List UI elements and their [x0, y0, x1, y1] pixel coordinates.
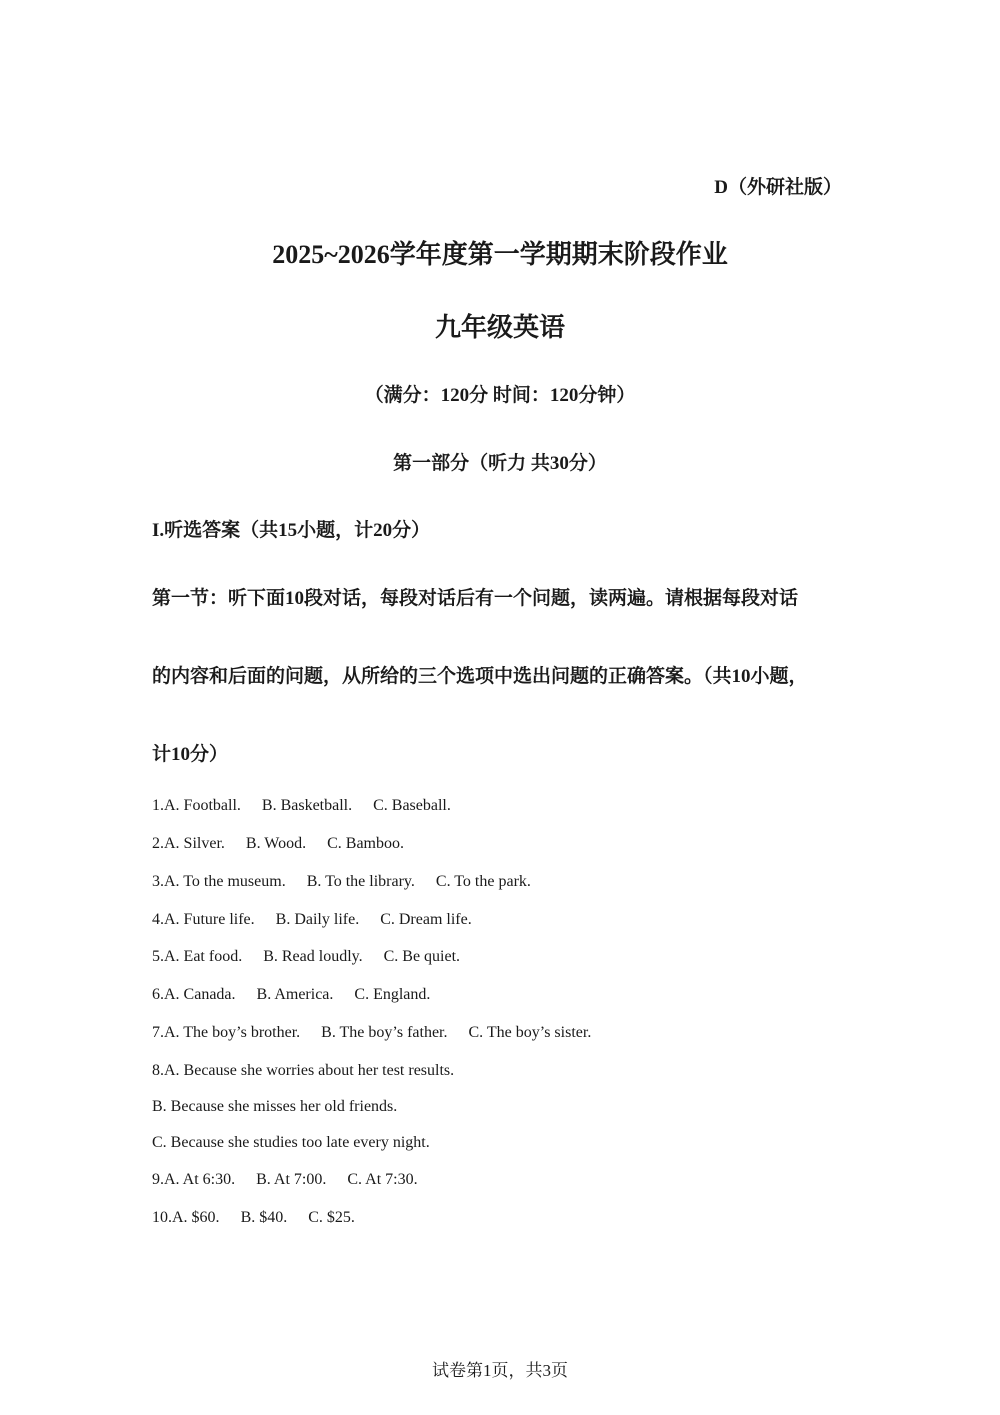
question-line: [152, 985, 430, 1005]
answer-option: C. At 7:30.: [347, 1171, 418, 1188]
answer-option: C. Be quiet.: [383, 948, 461, 965]
score-time-info: （满分：120分 时间：120分钟）: [364, 385, 636, 406]
answer-option: C. The boy’s sister.: [468, 1024, 592, 1041]
question-number: 5.: [152, 948, 164, 965]
question-number: 6.: [152, 986, 164, 1003]
question-number: 3.: [152, 873, 164, 890]
answer-option: C. Dream life.: [380, 911, 472, 928]
answer-option: A. To the museum.: [164, 873, 286, 890]
answer-option: C. To the park.: [435, 873, 531, 890]
answer-option: A. Silver.: [164, 835, 225, 852]
answer-option: C. Bamboo.: [327, 835, 404, 852]
answer-option: B. At 7:00.: [256, 1171, 327, 1188]
answer-option: B. Because she misses her old friends.: [152, 1098, 398, 1115]
question-number: 7.: [152, 1024, 164, 1041]
answer-option: B. Wood.: [245, 835, 307, 852]
question-number: 4.: [152, 911, 164, 928]
answer-option: A. $60.: [172, 1209, 220, 1226]
subject-title: 九年级英语: [434, 313, 565, 342]
question-line: [152, 1208, 355, 1228]
instruction-line: 的内容和后面的问题，从所给的三个选项中选出问题的正确答案。（共10小题，: [152, 666, 808, 687]
question-line: [152, 834, 404, 854]
page-footer: 试卷第1页，共3页: [432, 1361, 568, 1380]
answer-option: C. England.: [354, 986, 431, 1003]
question-line: [152, 1133, 430, 1153]
answer-option: B. Read loudly.: [263, 948, 363, 965]
part-one-heading: 第一部分（听力 共30分）: [393, 453, 607, 474]
answer-option: A. Because she worries about her test results.: [164, 1062, 455, 1079]
answer-option: C. Because she studies too late every night.: [152, 1134, 430, 1151]
answer-option: A. Canada.: [164, 986, 236, 1003]
answer-option: B. To the library.: [306, 873, 415, 890]
question-line: [152, 1023, 591, 1043]
document-title: 2025~2026学年度第一学期期末阶段作业: [272, 240, 728, 269]
instruction-line: 计10分）: [152, 744, 229, 765]
section-one-heading: I.听选答案（共15小题，计20分）: [152, 520, 431, 541]
question-line: [152, 1061, 454, 1081]
answer-option: A. The boy’s brother.: [164, 1024, 301, 1041]
answer-option: B. $40.: [240, 1209, 288, 1226]
answer-option: C. Baseball.: [373, 797, 451, 814]
question-line: [152, 947, 460, 967]
edition-label: D（外研社版）: [714, 177, 842, 198]
question-number: 2.: [152, 835, 164, 852]
question-line: [152, 1097, 397, 1117]
answer-option: B. The boy’s father.: [321, 1024, 448, 1041]
answer-option: B. Basketball.: [261, 797, 353, 814]
question-number: 9.: [152, 1171, 164, 1188]
question-line: [152, 796, 451, 816]
question-number: 10.: [152, 1209, 172, 1226]
question-number: 8.: [152, 1062, 164, 1079]
instruction-line: 第一节：听下面10段对话，每段对话后有一个问题，读两遍。请根据每段对话: [152, 588, 799, 609]
answer-option: B. Daily life.: [275, 911, 360, 928]
answer-option: A. Eat food.: [164, 948, 243, 965]
question-line: [152, 872, 531, 892]
answer-option: A. At 6:30.: [164, 1171, 236, 1188]
question-line: [152, 1170, 418, 1190]
answer-option: A. Football.: [164, 797, 241, 814]
question-line: [152, 910, 472, 930]
answer-option: B. America.: [256, 986, 334, 1003]
answer-option: C. $25.: [308, 1209, 355, 1226]
answer-option: A. Future life.: [164, 911, 255, 928]
question-number: 1.: [152, 797, 164, 814]
